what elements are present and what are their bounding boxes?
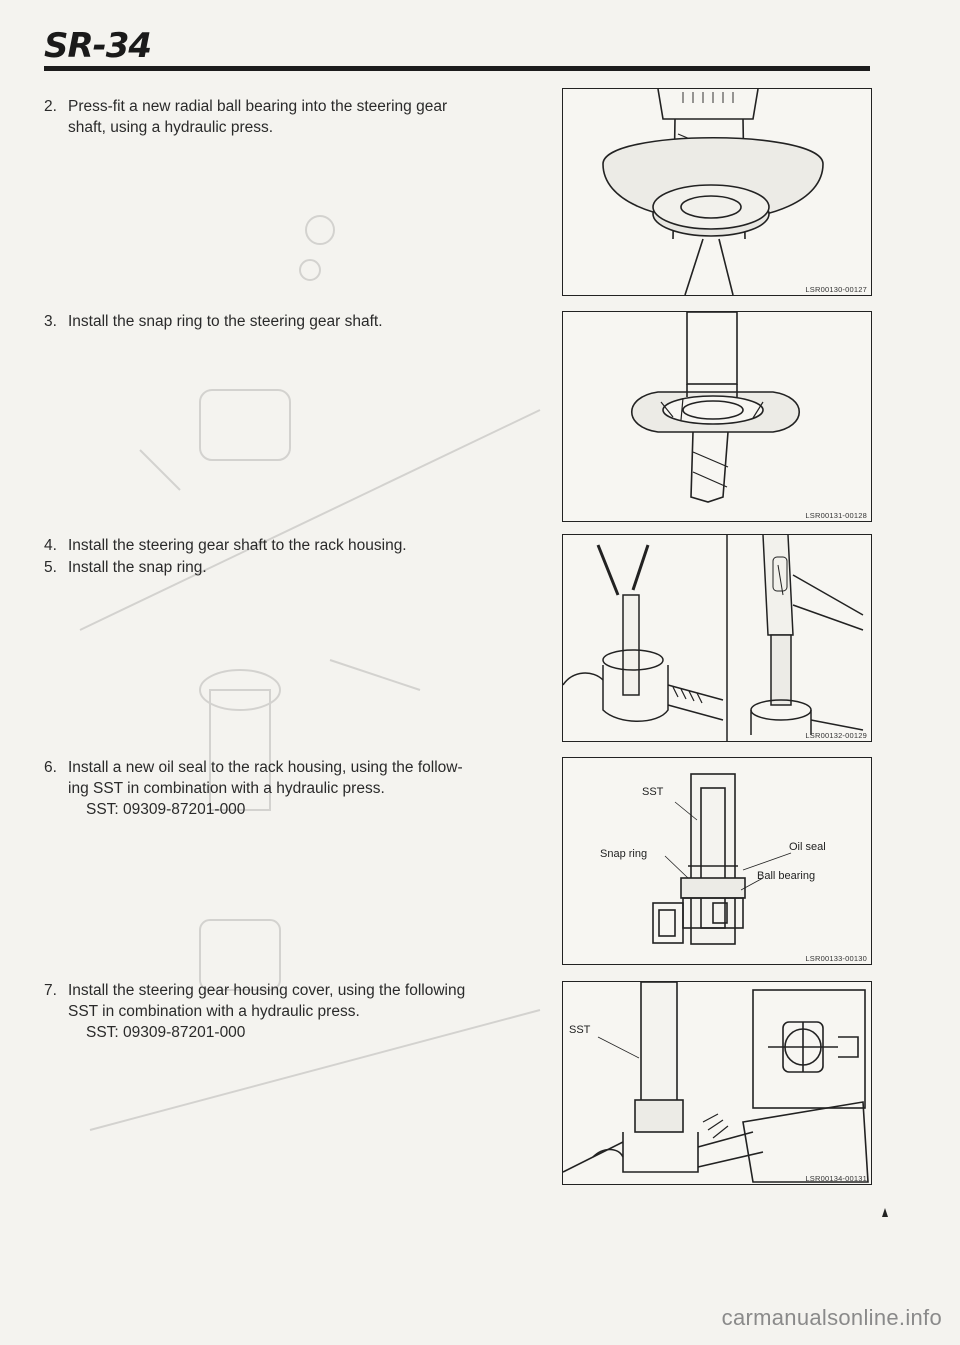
figure-housing-cover xyxy=(562,981,872,1185)
step-text: Install the snap ring. xyxy=(68,559,207,576)
step-number: 5. xyxy=(44,559,57,576)
step-3 xyxy=(44,311,534,332)
housing-cover-illustration xyxy=(563,982,871,1184)
figure-code: LSR00130-00127 xyxy=(805,285,867,294)
step-text: Install a new oil seal to the rack housing, using the follow- xyxy=(68,759,463,776)
snap-ring-illustration xyxy=(563,312,871,521)
step-number: 3. xyxy=(44,313,57,330)
step-number: 4. xyxy=(44,537,57,554)
figure-snap-ring xyxy=(562,311,872,522)
callout-oil-seal: Oil seal xyxy=(789,841,826,853)
step-7 xyxy=(44,980,534,1043)
figure-oil-seal xyxy=(562,757,872,965)
sst-number: SST: 09309-87201-000 xyxy=(86,801,246,818)
step-text: Install the steering gear housing cover, using the following xyxy=(68,982,466,999)
step-number: 6. xyxy=(44,759,57,776)
step-6 xyxy=(44,757,534,820)
step-number: 2. xyxy=(44,98,57,115)
watermark: carmanualsonline.info xyxy=(721,1305,942,1330)
figure-code: LSR00132-00129 xyxy=(805,731,867,740)
step-text: Install the snap ring to the steering gear shaft. xyxy=(68,313,383,330)
step-text-cont: ing SST in combination with a hydraulic press. xyxy=(68,780,385,797)
figure-code: LSR00133-00130 xyxy=(805,954,867,963)
sst-number: SST: 09309-87201-000 xyxy=(86,1024,246,1041)
shaft-install-illustration xyxy=(563,535,871,741)
step-text-cont: SST in combination with a hydraulic press. xyxy=(68,1003,360,1020)
step-5 xyxy=(44,557,534,578)
step-text-cont: shaft, using a hydraulic press. xyxy=(68,119,274,136)
callout-sst: SST xyxy=(642,786,664,798)
figure-bearing-press xyxy=(562,88,872,296)
oil-seal-illustration xyxy=(563,758,871,964)
callout-snap-ring: Snap ring xyxy=(600,848,648,860)
step-text: Press-fit a new radial ball bearing into the steering gear xyxy=(68,98,448,115)
step-text: Install the steering gear shaft to the rack housing. xyxy=(68,537,407,554)
step-2 xyxy=(44,96,534,138)
figure-code: LSR00131-00128 xyxy=(805,511,867,520)
callout-sst: SST xyxy=(569,1024,591,1036)
callout-ball-bearing: Ball bearing xyxy=(757,870,816,882)
figure-code: LSR00134-00131 xyxy=(805,1174,867,1183)
header-rule xyxy=(44,66,870,71)
bearing-press-illustration xyxy=(563,89,871,295)
page-header xyxy=(44,26,151,66)
figure-shaft-install xyxy=(562,534,872,742)
page-corner-mark xyxy=(882,1208,888,1217)
page-code: SR-34 xyxy=(44,26,152,66)
step-number: 7. xyxy=(44,982,57,999)
step-4 xyxy=(44,535,534,556)
